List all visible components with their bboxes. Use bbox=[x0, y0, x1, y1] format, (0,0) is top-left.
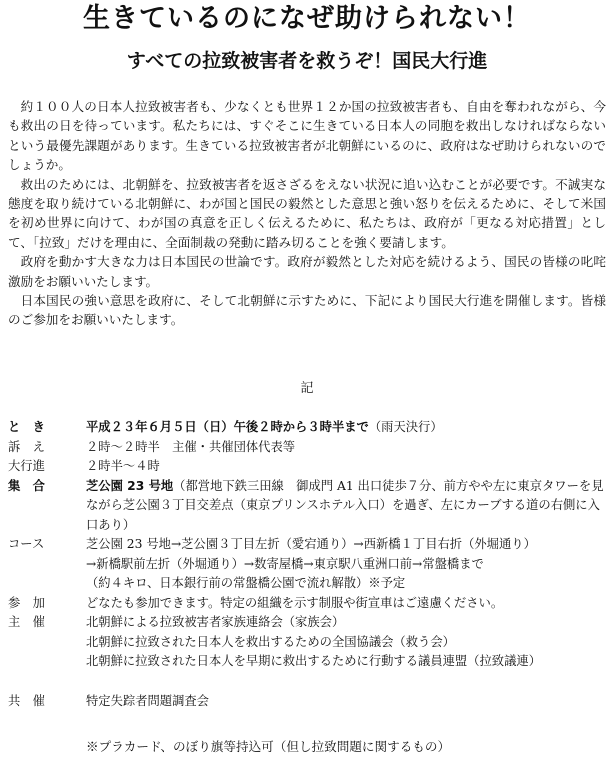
organizer-line: 北朝鮮に拉致された日本人を救出するための全国協議会（救う会） bbox=[86, 634, 455, 649]
paragraph: 約１００人の日本人拉致被害者も、少なくとも世界１２か国の拉致被害者も、自由を奪われながら、今も救出の日を待っています。私たちには、すぐそこに生きている日本人の同胞を救出しなければならないという最優先課題があります。生きている拉致被害者が北朝鮮にいるのに、政府はなぜ助けられないのでしょうか。 bbox=[8, 99, 606, 173]
ki-heading: 記 bbox=[300, 381, 314, 396]
course-line: 芝公園 23 号地→芝公園３丁目左折（愛宕通り）→西新橋１丁目右折（外堀通り） bbox=[86, 537, 536, 551]
detail-label: 共 催 bbox=[8, 693, 45, 708]
detail-row-course bbox=[8, 535, 608, 594]
course-line: （約４キロ、日本銀行前の常盤橋公園で流れ解散）※予定 bbox=[86, 576, 406, 590]
meeting-place: 芝公園 23 号地 bbox=[86, 478, 174, 493]
detail-row-shusai bbox=[8, 613, 608, 672]
placard-note: ※プラカード、のぼり旗等持込可（但し拉致問題に関するもの） bbox=[86, 739, 451, 754]
detail-label: コース bbox=[8, 537, 45, 551]
meeting-directions: （都営地下鉄三田線 御成門 A1 出口徒歩７分、前方やや左に東京タワーを見ながら芝公園３丁目交差点（東京プリンスホテル入口）を過ぎ、左にカーブする道の右側に入口あり） bbox=[86, 478, 604, 532]
detail-value: どなたも参加できます。特定の組織を示す制服や街宣車はご遠慮ください。 bbox=[86, 595, 504, 610]
body-text bbox=[8, 97, 606, 330]
paragraph: 政府を動かす大きな力は日本国民の世論です。政府が毅然とした対応を続けるよう、国民の皆様の叱咤激励をお願いいたします。 bbox=[8, 254, 606, 289]
page-subtitle: すべての拉致被害者を救うぞ！国民大行進 bbox=[126, 50, 488, 72]
detail-row-shugo bbox=[8, 477, 608, 536]
event-details bbox=[8, 418, 608, 711]
detail-row-kyousai bbox=[8, 692, 608, 712]
page-title: 生きているのになぜ助けられない！ bbox=[83, 3, 531, 34]
detail-value: ２時～２時半 主催・共催団体代表等 bbox=[86, 439, 296, 454]
detail-row-uttae bbox=[8, 438, 608, 458]
paragraph: 救出のためには、北朝鮮を、拉致被害者を返さざるをえない状況に追い込むことが必要です。不誠実な態度を取り続けている北朝鮮に、わが国と国民の毅然とした意思と強い怒りを伝えるために、そして米国を初め世界に向けて、わが国の真意を正しく伝えるために、私たちは、政府が「更なる対応措置」として、「拉致」だけを理由に、全面制裁の発動に踏み切ることを強く要請します。 bbox=[8, 176, 606, 250]
detail-value: ２時半～４時 bbox=[86, 459, 160, 473]
detail-row-sanka bbox=[8, 594, 608, 614]
course-line: →新橋駅前左折（外堀通り）→数寄屋橋→東京駅八重洲口前→常盤橋まで bbox=[86, 556, 484, 571]
event-datetime: 平成２３年６月５日（日）午後２時から３時半まで bbox=[86, 420, 369, 434]
event-weather-note: （雨天決行） bbox=[368, 420, 443, 434]
detail-label: と き bbox=[8, 420, 45, 434]
detail-label: 主 催 bbox=[8, 615, 45, 629]
detail-row-daikoushin bbox=[8, 457, 608, 477]
paragraph: 日本国民の強い意思を政府に、そして北朝鮮に示すために、下記により国民大行進を開催します。皆様のご参加をお願いいたします。 bbox=[8, 293, 606, 328]
detail-label: 集 合 bbox=[8, 478, 45, 493]
organizer-line: 北朝鮮に拉致された日本人を早期に救出するために行動する議員連盟（拉致議連） bbox=[86, 654, 541, 668]
organizer-line: 北朝鮮による拉致被害者家族連絡会（家族会） bbox=[86, 615, 345, 629]
detail-row-toki bbox=[8, 418, 608, 438]
detail-label: 大行進 bbox=[8, 459, 45, 473]
detail-label: 参 加 bbox=[8, 595, 45, 610]
spacer bbox=[8, 672, 608, 692]
detail-label: 訴 え bbox=[8, 439, 45, 454]
detail-value: 特定失踪者問題調査会 bbox=[86, 693, 209, 708]
